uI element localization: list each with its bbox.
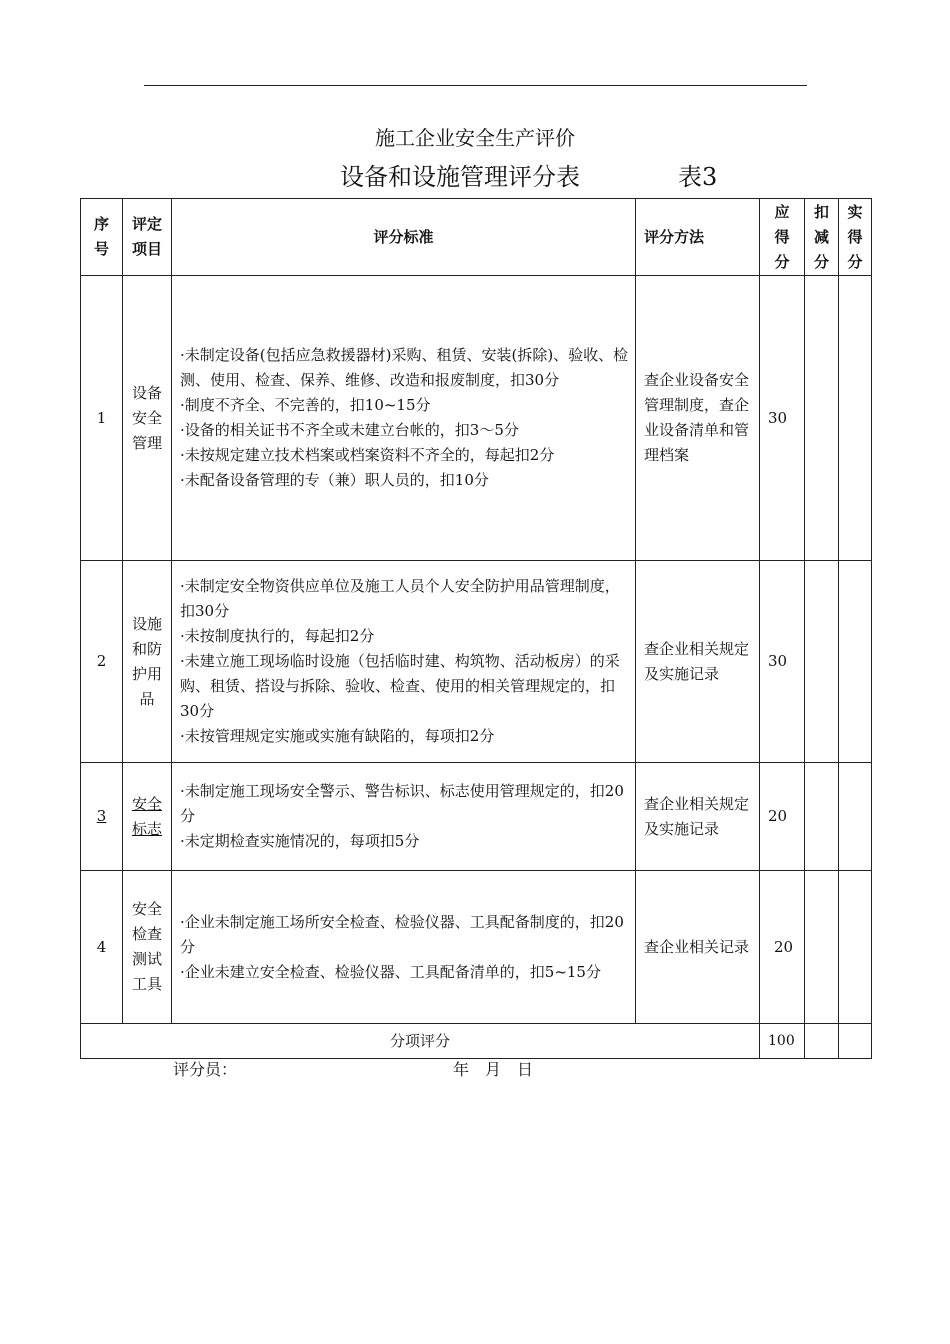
row-item: 设施和防护用品: [123, 561, 172, 763]
criteria-line: ·未配备设备管理的专（兼）职人员的，扣10分: [180, 471, 489, 489]
row-actual-score: [839, 763, 872, 871]
criteria-line: ·未按管理规定实施或实施有缺陷的，每项扣2分: [180, 727, 495, 745]
criteria-line: ·未制定施工现场安全警示、警告标识、标志使用管理规定的，扣20分: [180, 782, 624, 825]
criteria-line: ·未定期检查实施情况的，每项扣5分: [180, 832, 420, 850]
header-method: 评分方法: [636, 199, 760, 276]
header-deduct: 扣减分: [805, 199, 839, 276]
date-label: 年 月 日: [453, 1060, 534, 1079]
row-criteria: [172, 871, 636, 1024]
rater-label: 评分员：: [173, 1060, 238, 1079]
row-deduct-score: [805, 763, 839, 871]
criteria-line: ·未建立施工现场临时设施（包括临时建、构筑物、活动板房）的采购、租赁、搭设与拆除、验收、检查、使用的相关管理规定的，扣30分: [180, 652, 620, 720]
row-due-score: 20: [760, 763, 805, 871]
criteria-line: ·设备的相关证书不齐全或未建立台帐的，扣3～5分: [180, 421, 519, 439]
table-header-row: [81, 199, 872, 276]
row-method: 查企业相关规定及实施记录: [636, 561, 760, 763]
scoring-table: [80, 198, 872, 1059]
header-due: 应得分: [760, 199, 805, 276]
criteria-line: ·未制定设备(包括应急救援器材)采购、租赁、安装(拆除)、验收、检测、使用、检查、保养、维修、改造和报废制度，扣30分: [180, 346, 629, 389]
criteria-line: ·企业未制定施工场所安全检查、检验仪器、工具配备制度的，扣20分: [180, 912, 624, 956]
row-method: 查企业设备安全管理制度，查企业设备清单和管理档案: [636, 276, 760, 561]
row-actual-score: [839, 871, 872, 1024]
row-seq: 4: [81, 871, 123, 1024]
row-item: 安全标志: [131, 794, 162, 838]
summary-total: 100: [760, 1024, 805, 1059]
row-criteria: [172, 276, 636, 561]
row-seq: 3: [81, 763, 123, 871]
header-actual: 实得分: [839, 199, 872, 276]
criteria-line: ·制度不齐全、不完善的，扣10~15分: [180, 396, 431, 414]
header-seq: 序号: [81, 199, 123, 276]
row-due-score: 30: [760, 276, 805, 561]
row-actual-score: [839, 561, 872, 763]
header-criteria: 评分标准: [172, 199, 636, 276]
row-item: 设备安全管理: [123, 276, 172, 561]
criteria-line: ·未按规定建立技术档案或档案资料不齐全的，每起扣2分: [180, 446, 555, 464]
summary-deduct: [805, 1024, 839, 1059]
summary-row: [81, 1024, 872, 1059]
table-row: [81, 763, 872, 871]
table-row: [81, 871, 872, 1024]
row-item: 安全检查测试工具: [123, 871, 172, 1024]
row-deduct-score: [805, 276, 839, 561]
row-seq: 2: [81, 561, 123, 763]
page-title: 施工企业安全生产评价: [375, 126, 575, 150]
row-due-score: 30: [760, 561, 805, 763]
row-criteria: [172, 561, 636, 763]
row-actual-score: [839, 276, 872, 561]
table-number: 表3: [678, 163, 718, 191]
row-method: 查企业相关规定及实施记录: [636, 763, 760, 871]
row-deduct-score: [805, 561, 839, 763]
table-row: [81, 561, 872, 763]
row-seq: 1: [81, 276, 123, 561]
header-rule: [144, 85, 807, 86]
row-method: 查企业相关记录: [636, 871, 760, 1024]
summary-actual: [839, 1024, 872, 1059]
criteria-line: ·企业未建立安全检查、检验仪器、工具配备清单的，扣5~15分: [180, 962, 601, 981]
criteria-line: ·未制定安全物资供应单位及施工人员个人安全防护用品管理制度，扣30分: [180, 577, 620, 620]
row-criteria: [172, 763, 636, 871]
table-row: [81, 276, 872, 561]
sheet-title: 设备和设施管理评分表: [340, 163, 580, 191]
row-item-cell: [123, 763, 172, 871]
row-deduct-score: [805, 871, 839, 1024]
row-due-score: 20: [760, 871, 805, 1024]
header-item: 评定项目: [123, 199, 172, 276]
summary-label: 分项评分: [81, 1024, 760, 1059]
criteria-line: ·未按制度执行的，每起扣2分: [180, 627, 375, 645]
